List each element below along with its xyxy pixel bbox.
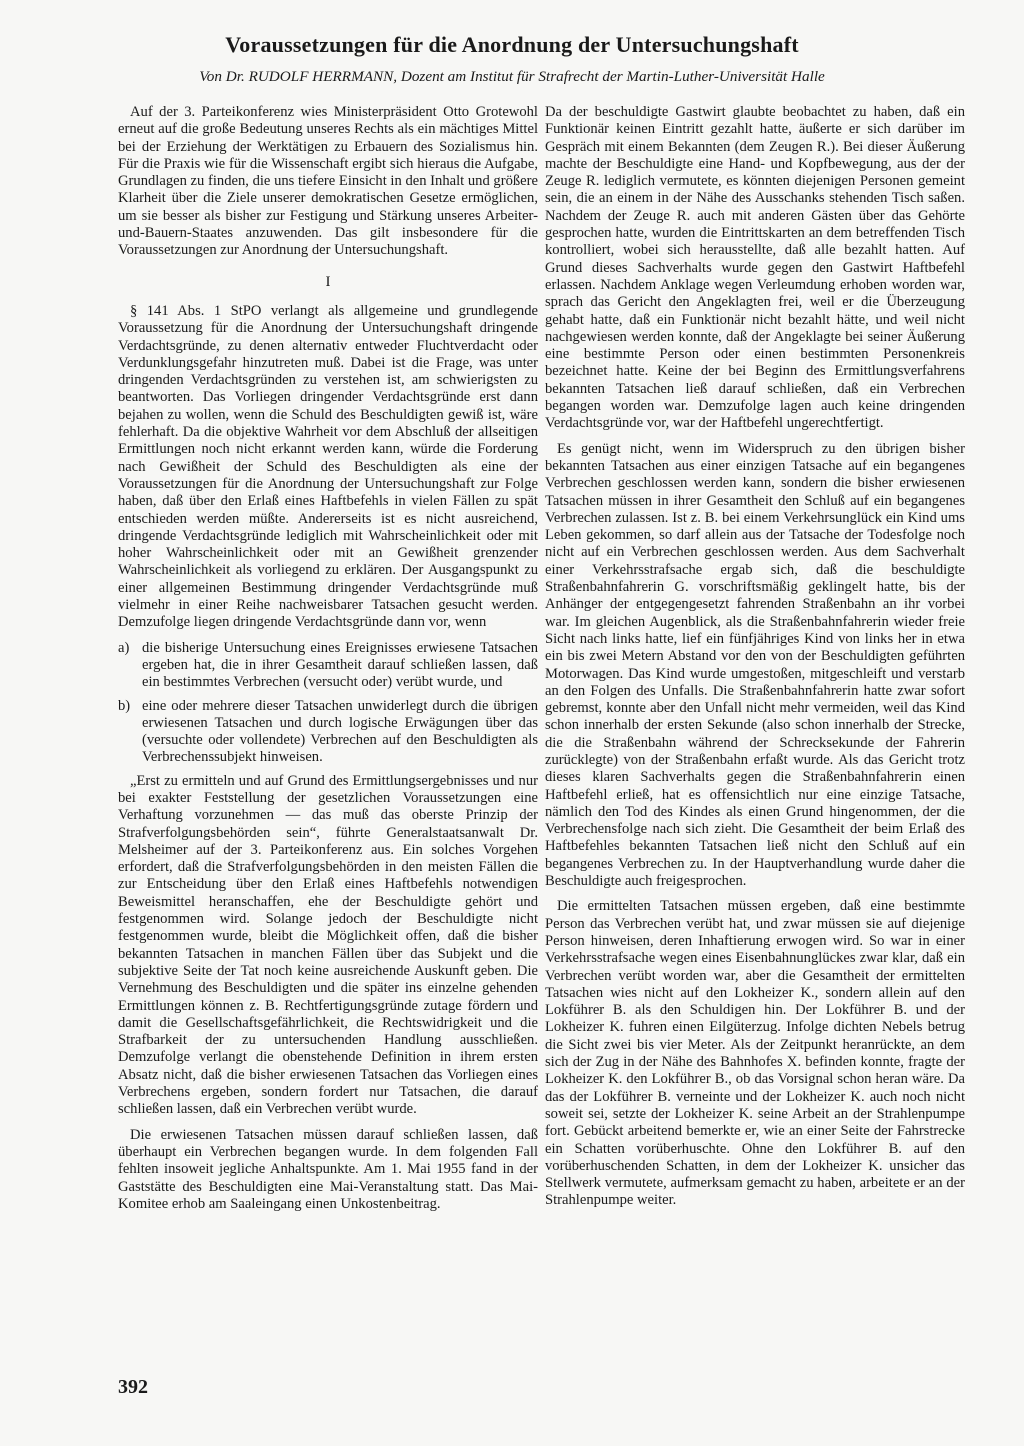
list-item <box>118 698 538 767</box>
list-item-label: a) <box>118 639 130 656</box>
list-item-label: b) <box>118 697 131 714</box>
paragraph: Es genügt nicht, wenn im Widerspruch zu den übrigen bisher bekannten Tatsachen aus einer einzigen Tatsache auf ein begangenes Verbrechen geschlossen werden kann, sondern die bisher erwiesenen Tatsachen müssen in ihrer Gesamtheit den Schluß auf ein begangenes Verbrechen zulassen. Ist z. B. bei einem Verkehrsunglück ein Kind ums Leben gekommen, so darf allein aus der Tatsache der Todesfolge noch nicht auf ein Verbrechen geschlossen werden. Aus dem Sachverhalt einer Verkehrsstrafsache ergab sich, daß die beschuldigte Straßenbahnfahrerin G. vorschriftsmäßig geklingelt hatte, bis der Anhänger der entgegengesetzt fahrenden Straßenbahn an ihr vorbei war. Im gleichen Augenblick, als die Straßenbahnfahrerin wieder freie Sicht nach links hatte, lief ein fünfjähriges Kind von links her in etwa ein bis zwei Metern Abstand vor den von der Beschuldigten geführten Motorwagen. Das Kind wurde umgestoßen, mitgeschleift und verstarb an den Folgen des Unfalls. Die Straßenbahnfahrerin hatte zwar sofort gebremst, konnte aber den Unfall nicht mehr vermeiden, weil das Kind schon innerhalb der ersten Sekunde (also schon innerhalb der Strecke, die die Straßenbahn während der Schrecksekunde der Fahrerin zurücklegte) von der Straßenbahn erfaßt wurde. Als das Gericht trotz dieses klaren Sachverhalts gegen die Straßenbahnfahrerin einen Haftbefehl erließ, hat es offensichtlich nur eine einzige Tatsache, nämlich den Tod des Kindes als einen Grund hingenommen, der die Verbrechensfolge nach sich zieht. Die Gesamtheit der beim Erlaß des Haftbefehles bekannten Tatsachen ließ nicht den Schluß auf ein begangenes Verbrechen zu. In der Hauptverhandlung wurde daher die Beschuldigte auch freigesprochen. <box>545 440 965 890</box>
paragraph: Die ermittelten Tatsachen müssen ergeben, daß eine bestimmte Person das Verbrechen verübt hat, und zwar müssen sie auf diejenige Person hinweisen, deren Inhaftierung erwogen wird. So war in einer Verkehrsstrafsache wegen eines Eisenbahnunglückes zwar klar, daß ein Verbrechen verübt worden war, aber die Gesamtheit der ermittelten Tatsachen wies nicht auf den Lokheizer K., sondern allein auf den Lokführer B. als den Schuldigen hin. Der Lokführer B. und der Lokheizer K. fuhren einen Eilgüterzug. Infolge dichten Nebels betrug die Sicht zwei bis vier Meter. Als der Zeitpunkt heranrückte, an dem sich der Zug in der Nähe des Bahnhofes X. befinden konnte, fragte der Lokheizer K. den Lokführer B., ob das Vorsignal schon heran wäre. Da das der Lokführer B. verneinte und der Lokheizer K. auch noch nicht soweit sei, setzte der Lokheizer K. seine Arbeit an der Strahlenpumpe fort. Gebückt arbeitend bemerkte er, wie an einer Seite der Fahrstrecke ein Schatten vorüberhuschte. Ohne den Lokführer B. auf den vorüberhuschenden Schatten, in dem der Lokheizer K. unsicher das Stellwerk vermutete, aufmerksam gemacht zu haben, arbeitete er an der Strahlenpumpe weiter. <box>545 898 965 1209</box>
section-heading: I <box>325 273 331 290</box>
article-title: Voraussetzungen für die Anordnung der Untersuchungshaft <box>225 32 799 57</box>
paragraph: Die erwiesenen Tatsachen müssen darauf schließen lassen, daß überhaupt ein Verbrechen begangen wurde. In dem folgenden Fall fehlten insoweit jegliche Anhaltspunkte. Am 1. Mai 1955 fand in der Gaststätte des Beschuldigten eine Mai-Veranstaltung statt. Das Mai-Komitee erhob am Saaleingang einen Unkostenbeitrag. <box>118 1126 538 1212</box>
list-item <box>118 640 538 692</box>
list-item-text: die bisherige Untersuchung eines Ereignisses erwiesene Tatsachen ergeben hat, die in ihrer Gesamtheit darauf schließen lassen, daß ein bestimmtes Verbrechen (versucht oder) verübt wurde, und <box>142 639 538 691</box>
page-number: 392 <box>118 1376 148 1398</box>
left-column <box>118 104 538 1221</box>
right-column <box>545 104 965 1218</box>
paragraph: § 141 Abs. 1 StPO verlangt als allgemeine und grundlegende Voraussetzung für die Anordnung der Untersuchungshaft dringende Verdachtsgründe, zu denen alternativ entweder Fluchtverdacht oder Verdunklungsgefahr hinzutreten muß. Dabei ist die Frage, was unter dringenden Verdachtsgründen zu verstehen ist, am schwierigsten zu beantworten. Das Vorliegen dringender Verdachtsgründe erst dann bejahen zu wollen, wenn die Schuld des Beschuldigten gewiß ist, wäre fehlerhaft. Da die objektive Wahrheit vor dem Abschluß der allseitigen Ermittlungen noch nicht erkannt werden kann, würde die Forderung nach Gewißheit der Schuld des Beschuldigten als eine der Voraussetzungen für die Anordnung der Untersuchungshaft zur Folge haben, daß über den Erlaß eines Haftbefehls in vielen Fällen zu spät entschieden werden müßte. Andererseits ist es nicht ausreichend, dringende Verdachtsgründe lediglich mit Wahrscheinlichkeit oder mit hoher Wahrscheinlichkeit oder mit an Gewißheit grenzender Wahrscheinlichkeit als vorliegend zu erklären. Der Ausgangspunkt zu einer allgemeinen Bestimmung dringender Verdachtsgründe muß vielmehr in einer Reihe nachweisbarer Tatsachen gesucht werden. Demzufolge liegen dringende Verdachtsgründe dann vor, wenn <box>118 302 538 631</box>
paragraph: Auf der 3. Parteikonferenz wies Ministerpräsident Otto Grotewohl erneut auf die große Bedeutung unseres Rechts als ein mächtiges Mittel bei der Erziehung der Werktätigen zu Erbauern des Sozialismus hin. Für die Praxis wie für die Wissenschaft ergibt sich hieraus die Aufgabe, Grundlagen zu finden, die uns tiefere Einsicht in den Inhalt und größere Klarheit über die Ziele unserer demokratischen Gesetze ermöglichen, um sie besser als bisher zur Festigung und Stärkung unseres Arbeiter-und-Bauern-Staates anzuwenden. Das gilt insbesondere für die Voraussetzungen zur Anordnung der Untersuchungshaft. <box>118 104 538 259</box>
article-byline: Von Dr. RUDOLF HERRMANN, Dozent am Institut für Strafrecht der Martin-Luther-Universität Halle <box>199 68 825 85</box>
list-item-text: eine oder mehrere dieser Tatsachen unwiderlegt durch die übrigen erwiesenen Tatsachen und durch logische Erwägungen über das (versuchte oder vollendete) Verbrechen auf den Beschuldigten als Verbrechenssubjekt hinweisen. <box>142 697 538 766</box>
paragraph: „Erst zu ermitteln und auf Grund des Ermittlungsergebnisses und nur bei exakter Feststellung der gesetzlichen Voraussetzungen eine Verhaftung vorzunehmen — das muß das oberste Prinzip der Strafverfolgungsbehörden sein“, führte Generalstaatsanwalt Dr. Melsheimer auf der 3. Parteikonferenz aus. Ein solches Vorgehen erfordert, daß die Strafverfolgungsbehörden in den meisten Fällen die zur Entscheidung über den Erlaß eines Haftbefehls notwendigen Beweismittel heranschaffen, ehe der Beschuldigte gehört und festgenommen wird. Solange jedoch der Beschuldigte nicht festgenommen wurde, bleibt die Möglichkeit offen, daß die bisher bekannten Tatsachen in manchen Fällen über das Subjekt und die subjektive Seite der Tat noch keine ausreichende Auskunft geben. Die Vernehmung des Beschuldigten und die später ins einzelne gehenden Ermittlungen können z. B. Rechtfertigungsgründe zutage fördern und damit die Gesellschaftsgefährlichkeit, die Rechtswidrigkeit und die Strafbarkeit der zu untersuchenden Handlung ausschließen. Demzufolge verlangt die obenstehende Definition in ihrem ersten Absatz nicht, daß die bisher erwiesenen Tatsachen das Vorliegen eines Verbrechens ergeben, sondern fordert nur Tatsachen, die darauf schließen lassen, daß ein Verbrechen verübt wurde. <box>118 772 538 1118</box>
paragraph: Da der beschuldigte Gastwirt glaubte beobachtet zu haben, daß ein Funktionär keinen Eintritt gezahlt hatte, äußerte er sich darüber im Gespräch mit einem Bekannten (dem Zeugen R.). Bei dieser Äußerung machte der Beschuldigte eine Hand- und Kopfbewegung, aus der der Zeuge R. lediglich vermutete, es könnten diejenigen Personen gemeint sein, die an einem in der Nähe des Ausschanks stehenden Tisch saßen. Nachdem der Zeuge R. auch mit anderen Gästen über das Gehörte gesprochen hatte, wurden die Eintrittskarten an dem betreffenden Tisch kontrolliert, wobei sich herausstellte, daß alle bezahlt hatten. Auf Grund dieses Sachverhalts wurde gegen den Gastwirt Haftbefehl erlassen. Nachdem Anklage wegen Verleumdung erhoben worden war, sprach das Gericht den Angeklagten frei, weil er die Überzeugung gehabt hatte, daß ein Funktionär nicht bezahlt hätte, und weil nicht nachgewiesen werden konnte, daß der Angeklagte bei seiner Äußerung eine bestimmte Person oder einen bestimmten Personenkreis bezeichnet hatte. Keine der bei Beginn des Ermittlungsverfahrens bekannten Tatsachen ließ darauf schließen, daß ein Verbrechen begangen worden war. Demzufolge lagen auch keine dringenden Verdachtsgründe vor, war der Haftbefehl ungerechtfertigt. <box>545 104 965 432</box>
